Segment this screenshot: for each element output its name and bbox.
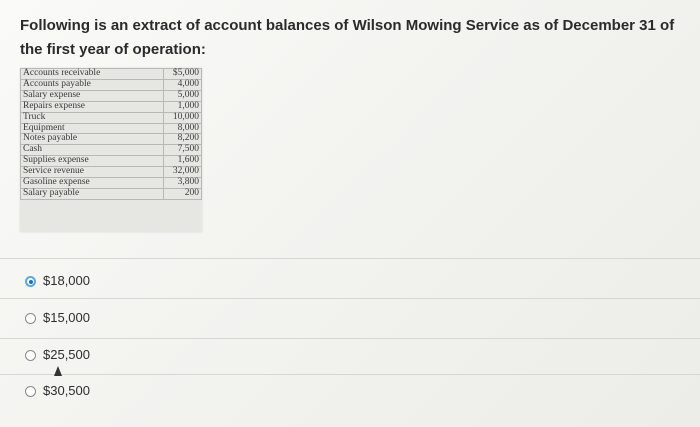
answer-option-4[interactable] bbox=[0, 374, 700, 414]
account-name: Salary payable bbox=[21, 188, 164, 199]
option-label[interactable]: $25,500 bbox=[43, 347, 90, 362]
table-row bbox=[21, 156, 202, 167]
answer-option-3[interactable] bbox=[0, 338, 700, 378]
account-amount: 8,000 bbox=[164, 123, 202, 134]
option-label[interactable]: $18,000 bbox=[43, 273, 90, 288]
account-name: Repairs expense bbox=[21, 101, 164, 112]
account-amount: 5,000 bbox=[164, 90, 202, 101]
account-amount: 4,000 bbox=[164, 79, 202, 90]
answer-option-1[interactable] bbox=[0, 258, 700, 298]
table-row bbox=[21, 167, 202, 178]
table-row bbox=[21, 123, 202, 134]
table-row bbox=[21, 112, 202, 123]
account-balances-table bbox=[20, 68, 202, 232]
account-name: Salary expense bbox=[21, 90, 164, 101]
account-amount: 8,200 bbox=[164, 134, 202, 145]
radio-button[interactable] bbox=[25, 313, 36, 324]
answer-option-2[interactable] bbox=[0, 298, 700, 338]
account-amount: 7,500 bbox=[164, 145, 202, 156]
account-name: Accounts receivable bbox=[21, 69, 164, 80]
account-amount: 200 bbox=[164, 188, 202, 199]
option-divider bbox=[0, 374, 700, 375]
table-row bbox=[21, 69, 202, 80]
account-amount: 10,000 bbox=[164, 112, 202, 123]
table-row bbox=[21, 188, 202, 199]
account-amount: 3,800 bbox=[164, 178, 202, 189]
account-name: Cash bbox=[21, 145, 164, 156]
account-name: Gasoline expense bbox=[21, 178, 164, 189]
option-divider bbox=[0, 338, 700, 339]
option-label[interactable]: $15,000 bbox=[43, 310, 90, 325]
table-row bbox=[21, 145, 202, 156]
radio-button-selected[interactable] bbox=[25, 276, 36, 287]
account-name: Accounts payable bbox=[21, 79, 164, 90]
radio-button[interactable] bbox=[25, 386, 36, 397]
account-amount: 32,000 bbox=[164, 167, 202, 178]
table-row bbox=[21, 134, 202, 145]
question-text: Following is an extract of account balances of Wilson Mowing Service as of December 31 of the first year of operation: bbox=[20, 17, 675, 58]
table-row bbox=[21, 101, 202, 112]
mouse-cursor-icon bbox=[54, 366, 62, 376]
account-name: Notes payable bbox=[21, 134, 164, 145]
account-amount: $5,000 bbox=[164, 69, 202, 80]
account-name: Equipment bbox=[21, 123, 164, 134]
account-amount: 1,000 bbox=[164, 101, 202, 112]
account-name: Truck bbox=[21, 112, 164, 123]
option-divider bbox=[0, 298, 700, 299]
table-row bbox=[21, 79, 202, 90]
option-divider bbox=[0, 258, 700, 259]
radio-button[interactable] bbox=[25, 350, 36, 361]
table-row bbox=[21, 178, 202, 189]
option-label[interactable]: $30,500 bbox=[43, 383, 90, 398]
account-name: Supplies expense bbox=[21, 156, 164, 167]
account-name: Service revenue bbox=[21, 167, 164, 178]
account-amount: 1,600 bbox=[164, 156, 202, 167]
table-row bbox=[21, 90, 202, 101]
